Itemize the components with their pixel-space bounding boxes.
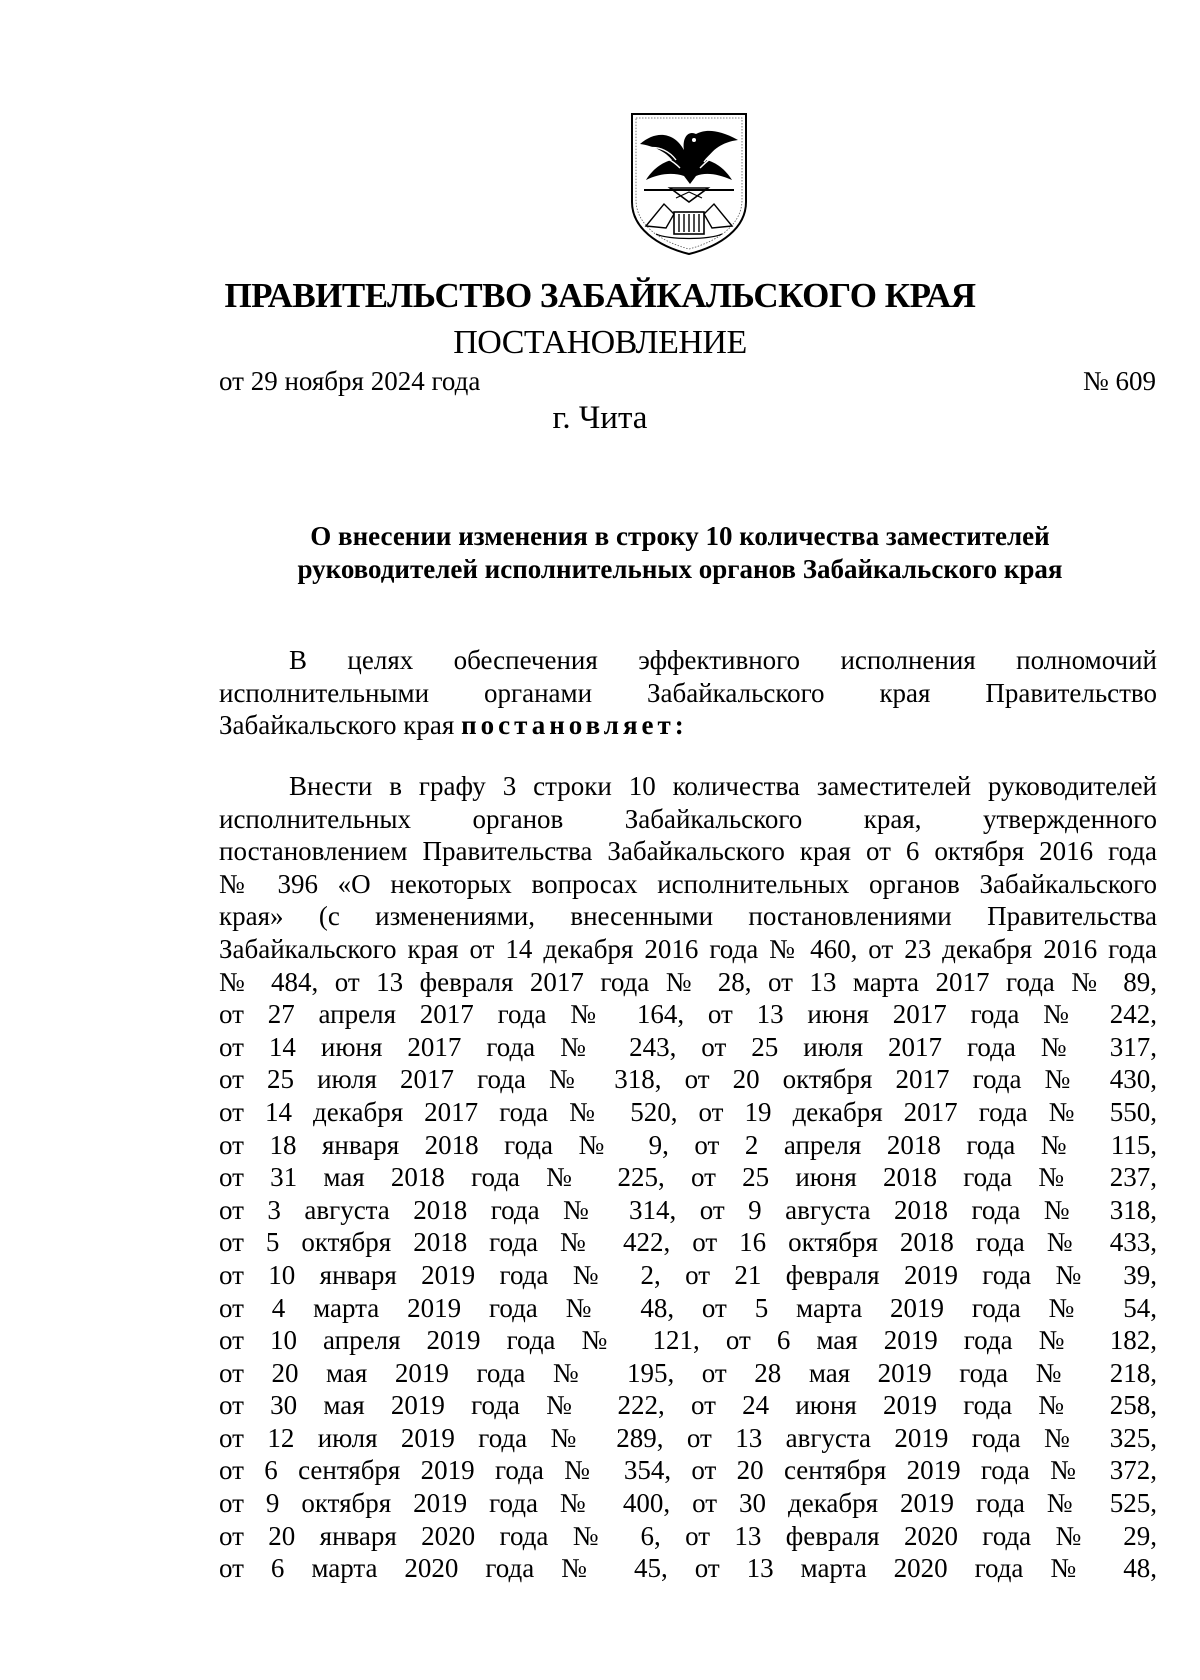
- government-title: ПРАВИТЕЛЬСТВО ЗАБАЙКАЛЬСКОГО КРАЯ: [224, 276, 976, 315]
- document-city: г. Чита: [552, 400, 648, 436]
- paragraph-line: от 18 января 2018 года № 9, от 2 апреля 2018 года № 115,: [219, 1129, 1157, 1160]
- paragraph-line: Забайкальского края постановляет:: [219, 710, 688, 741]
- paragraph-line: от 10 апреля 2019 года № 121, от 6 мая 2019 года № 182,: [219, 1325, 1157, 1356]
- paragraph-line: от 30 мая 2019 года № 222, от 24 июня 2019 года № 258,: [219, 1390, 1157, 1421]
- paragraph-line: от 12 июля 2019 года № 289, от 13 августа 2019 года № 325,: [219, 1422, 1157, 1453]
- paragraph-line: от 6 сентября 2019 года № 354, от 20 сентября 2019 года № 372,: [219, 1455, 1157, 1486]
- paragraph-line: от 10 января 2019 года № 2, от 21 февраля 2019 года № 39,: [219, 1259, 1157, 1290]
- paragraph-line: от 25 июля 2017 года № 318, от 20 октября 2017 года № 430,: [219, 1064, 1157, 1095]
- paragraph-line: от 5 октября 2018 года № 422, от 16 октября 2018 года № 433,: [219, 1227, 1157, 1258]
- document-meta: [219, 366, 1156, 397]
- paragraph-line: Забайкальского края от 14 декабря 2016 года № 460, от 23 декабря 2016 года: [219, 933, 1157, 964]
- document-date: от 29 ноября 2024 года: [219, 366, 481, 396]
- paragraph-line: от 20 января 2020 года № 6, от 13 февраля 2020 года № 29,: [219, 1520, 1157, 1551]
- paragraph-line: постановлением Правительства Забайкальского края от 6 октября 2016 года: [219, 836, 1157, 867]
- operative-paragraph: [219, 770, 1157, 1585]
- subject-line: О внесении изменения в строку 10 количества заместителей: [310, 521, 1050, 551]
- paragraph-line: от 14 июня 2017 года № 243, от 25 июля 2017 года № 317,: [219, 1031, 1157, 1062]
- document-number: № 609: [1082, 366, 1156, 396]
- paragraph-line: от 4 марта 2019 года № 48, от 5 марта 2019 года № 54,: [219, 1292, 1157, 1323]
- paragraph-line: исполнительных органов Забайкальского края, утвержденного: [219, 803, 1157, 834]
- paragraph-line: от 20 мая 2019 года № 195, от 28 мая 2019 года № 218,: [219, 1357, 1157, 1388]
- subject-line: руководителей исполнительных органов Забайкальского края: [297, 554, 1063, 584]
- paragraph-line: от 6 марта 2020 года № 45, от 13 марта 2020 года № 48,: [219, 1553, 1157, 1584]
- paragraph-line: № 396 «О некоторых вопросах исполнительных органов Забайкальского: [219, 868, 1157, 899]
- paragraph-line: исполнительными органами Забайкальского края Правительство: [219, 677, 1157, 708]
- paragraph-line: от 14 декабря 2017 года № 520, от 19 декабря 2017 года № 550,: [219, 1096, 1157, 1127]
- preamble-paragraph: [219, 644, 1157, 742]
- coat-of-arms-icon: [626, 110, 752, 256]
- decree-keyword: постановляет:: [461, 710, 688, 741]
- document-subject: [180, 520, 1180, 586]
- paragraph-line: края» (с изменениями, внесенными постановлениями Правительства: [219, 901, 1157, 932]
- paragraph-line: Внести в графу 3 строки 10 количества заместителей руководителей: [289, 771, 1157, 801]
- paragraph-line: от 27 апреля 2017 года № 164, от 13 июня 2017 года № 242,: [219, 999, 1157, 1030]
- paragraph-line: № 484, от 13 февраля 2017 года № 28, от 13 марта 2017 года № 89,: [219, 966, 1157, 997]
- paragraph-line: В целях обеспечения эффективного исполнения полномочий: [289, 645, 1157, 675]
- paragraph-line: от 9 октября 2019 года № 400, от 30 декабря 2019 года № 525,: [219, 1488, 1157, 1519]
- paragraph-line: от 31 мая 2018 года № 225, от 25 июня 2018 года № 237,: [219, 1162, 1157, 1193]
- document-type: ПОСТАНОВЛЕНИЕ: [453, 324, 747, 361]
- paragraph-line: от 3 августа 2018 года № 314, от 9 августа 2018 года № 318,: [219, 1194, 1157, 1225]
